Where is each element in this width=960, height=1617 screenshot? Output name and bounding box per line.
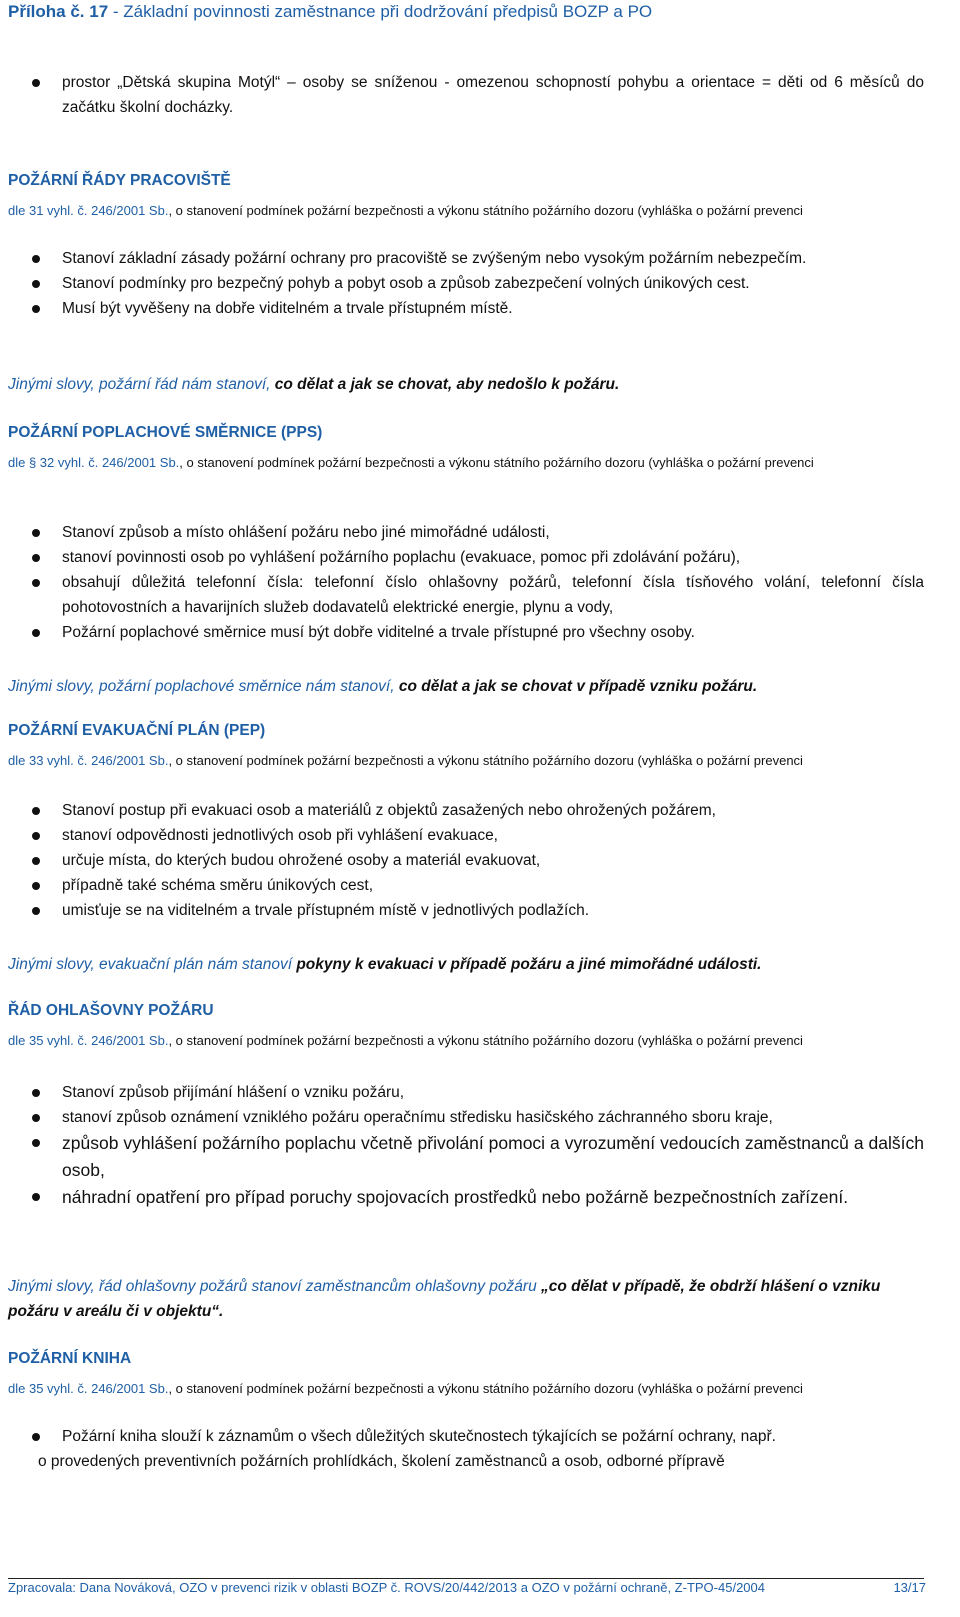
footer-author: Zpracovala: Dana Nováková, OZO v prevenci rizik v oblasti BOZP č. ROVS/20/442/2013 a OZO v požární ochraně, Z-TPO-45/2004 <box>8 1580 765 1595</box>
section-title-evacuation-plan: POŽÁRNÍ EVAKUAČNÍ PLÁN (PEP) <box>8 722 266 739</box>
list-item: Stanoví způsob a místo ohlášení požáru nebo jiné mimořádné události, <box>8 520 924 545</box>
fire-book-list <box>8 1424 924 1449</box>
page-header <box>8 2 652 22</box>
bullet-icon <box>32 1433 40 1441</box>
bullet-icon <box>32 882 40 890</box>
list-item: stanoví povinnosti osob po vyhlášení požárního poplachu (evakuace, pomoc při zdolávání požáru), <box>8 545 924 570</box>
list-item: určuje místa, do kterých budou ohrožené osoby a materiál evakuovat, <box>8 848 924 873</box>
list-item: náhradní opatření pro případ poruchy spojovacích prostředků nebo požárně bezpečnostních zařízení. <box>8 1184 924 1211</box>
section-title-fire-rules: POŽÁRNÍ ŘÁDY PRACOVIŠTĚ <box>8 172 231 189</box>
bullet-icon <box>32 529 40 537</box>
footer-divider <box>8 1578 924 1579</box>
fire-book-continuation: o provedených preventivních požárních prohlídkách, školení zaměstnanců a osob, odborné přípravě <box>38 1453 725 1470</box>
bullet-icon <box>32 832 40 840</box>
bullet-icon <box>32 79 40 87</box>
list-item: Požární kniha slouží k záznamům o všech důležitých skutečnostech týkajících se požární ochrany, např. <box>8 1424 924 1449</box>
bullet-icon <box>32 554 40 562</box>
list-item: prostor „Dětská skupina Motýl“ – osoby se sníženou - omezenou schopností pohybu a orientace = děti od 6 měsíců do začátku školní docházky. <box>8 70 924 120</box>
section-reference: dle 31 vyhl. č. 246/2001 Sb., o stanovení podmínek požární bezpečnosti a výkonu státního požárního dozoru (vyhláška o požární prevenci <box>8 203 803 218</box>
alarm-guidelines-list <box>8 520 924 645</box>
bullet-icon <box>32 579 40 587</box>
section-title-alarm-guidelines: POŽÁRNÍ POPLACHOVÉ SMĚRNICE (PPS) <box>8 424 323 441</box>
section-summary: Jinými slovy, řád ohlašovny požárů stanoví zaměstnancům ohlašovny požáru „co dělat v případě, že obdrží hlášení o vzniku požáru v areálu či v objektu“. <box>8 1278 881 1320</box>
section-title-reporting-office-rules: ŘÁD OHLAŠOVNY POŽÁRU <box>8 1002 214 1019</box>
fire-rules-list <box>8 246 924 321</box>
list-item: způsob vyhlášení požárního poplachu včetně přivolání pomoci a vyrozumění vedoucích zaměstnanců a dalších osob, <box>8 1130 924 1184</box>
list-item: Stanoví základní zásady požární ochrany pro pracoviště se zvýšeným nebo vysokým požárním nebezpečím. <box>8 246 924 271</box>
page-number: 13/17 <box>893 1580 926 1595</box>
section-summary: Jinými slovy, požární poplachové směrnice nám stanoví, co dělat a jak se chovat v případě vzniku požáru. <box>8 678 758 695</box>
section-reference: dle 35 vyhl. č. 246/2001 Sb., o stanovení podmínek požární bezpečnosti a výkonu státního požárního dozoru (vyhláška o požární prevenci <box>8 1381 803 1396</box>
header-annex-label: Příloha č. 17 <box>8 2 109 21</box>
bullet-icon <box>32 1193 40 1201</box>
list-item: umisťuje se na viditelném a trvale přístupném místě v jednotlivých podlažích. <box>8 898 924 923</box>
bullet-icon <box>32 857 40 865</box>
list-item: Stanoví způsob přijímání hlášení o vzniku požáru, <box>8 1080 924 1105</box>
bullet-icon <box>32 907 40 915</box>
section-title-fire-book: POŽÁRNÍ KNIHA <box>8 1350 132 1367</box>
intro-list <box>8 70 924 120</box>
bullet-icon <box>32 1139 40 1147</box>
list-item: případně také schéma směru únikových cest, <box>8 873 924 898</box>
list-item: obsahují důležitá telefonní čísla: telefonní číslo ohlašovny požárů, telefonní čísla tísňového volání, telefonní čísla pohotovostních a havarijních služeb dodavatelů elektrické energie, plynu a vody, <box>8 570 924 620</box>
bullet-icon <box>32 807 40 815</box>
list-item: stanoví odpovědnosti jednotlivých osob při vyhlášení evakuace, <box>8 823 924 848</box>
list-item: Požární poplachové směrnice musí být dobře viditelné a trvale přístupné pro všechny osoby. <box>8 620 924 645</box>
bullet-icon <box>32 305 40 313</box>
evacuation-plan-list <box>8 798 924 923</box>
list-item: stanoví způsob oznámení vzniklého požáru operačnímu středisku hasičského záchranného sboru kraje, <box>8 1105 924 1130</box>
reporting-office-list <box>8 1080 924 1211</box>
bullet-icon <box>32 1114 40 1122</box>
section-reference: dle § 32 vyhl. č. 246/2001 Sb., o stanovení podmínek požární bezpečnosti a výkonu státního požárního dozoru (vyhláška o požární prevenci <box>8 455 814 470</box>
bullet-icon <box>32 255 40 263</box>
header-title: - Základní povinnosti zaměstnance při dodržování předpisů BOZP a PO <box>108 2 653 21</box>
section-summary: Jinými slovy, požární řád nám stanoví, co dělat a jak se chovat, aby nedošlo k požáru. <box>8 376 620 393</box>
bullet-icon <box>32 629 40 637</box>
list-item: Stanoví podmínky pro bezpečný pohyb a pobyt osob a způsob zabezpečení volných únikových cest. <box>8 271 924 296</box>
section-reference: dle 35 vyhl. č. 246/2001 Sb., o stanovení podmínek požární bezpečnosti a výkonu státního požárního dozoru (vyhláška o požární prevenci <box>8 1033 803 1048</box>
list-item: Stanoví postup při evakuaci osob a materiálů z objektů zasažených nebo ohrožených požárem, <box>8 798 924 823</box>
section-summary: Jinými slovy, evakuační plán nám stanoví pokyny k evakuaci v případě požáru a jiné mimořádné události. <box>8 956 762 973</box>
section-reference: dle 33 vyhl. č. 246/2001 Sb., o stanovení podmínek požární bezpečnosti a výkonu státního požárního dozoru (vyhláška o požární prevenci <box>8 753 803 768</box>
bullet-icon <box>32 1089 40 1097</box>
bullet-icon <box>32 280 40 288</box>
list-item: Musí být vyvěšeny na dobře viditelném a trvale přístupném místě. <box>8 296 924 321</box>
